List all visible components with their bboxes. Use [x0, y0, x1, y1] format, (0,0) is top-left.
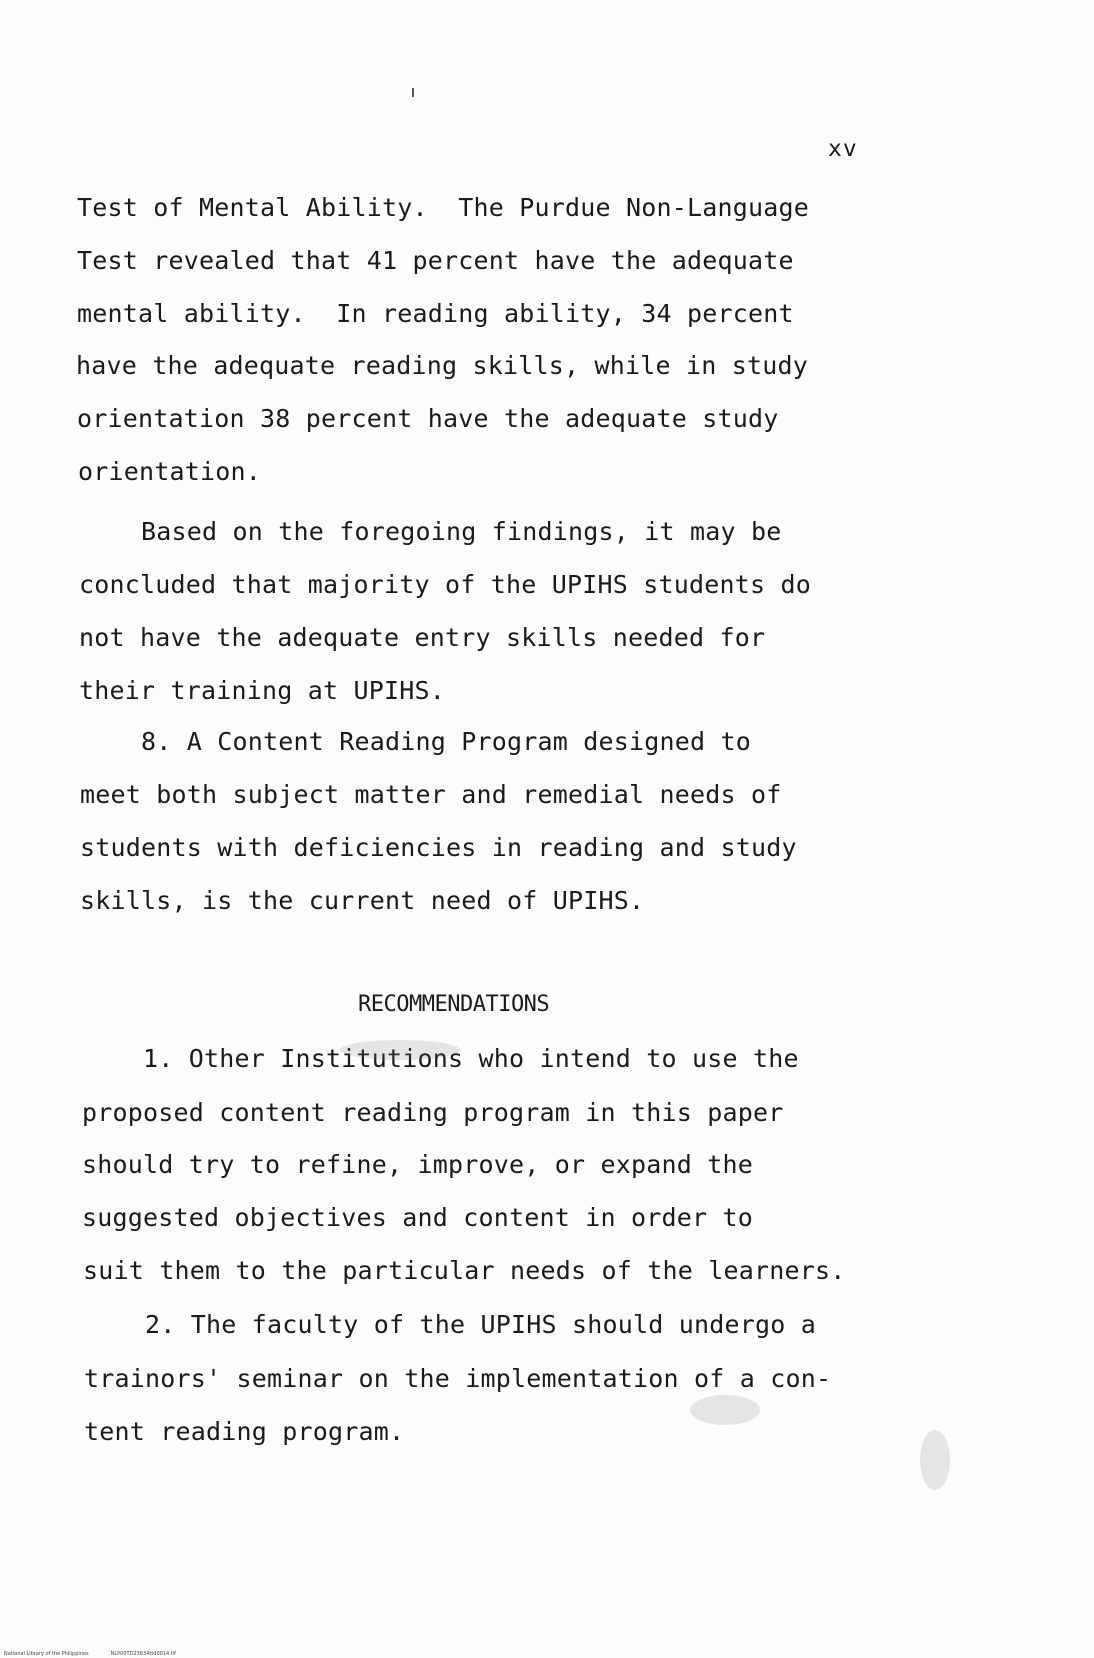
text-line: proposed content reading program in this paper — [82, 1098, 784, 1127]
text-line: not have the adequate entry skills needed for — [79, 623, 766, 652]
footer-library: National Library of the Philippines — [4, 1651, 89, 1657]
text-line: orientation 38 percent have the adequate study — [77, 404, 779, 433]
text-line: skills, is the current need of UPIHS. — [80, 886, 645, 915]
scan-noise — [920, 1430, 950, 1490]
footer-file: NLP00TD23634ttd0014.tif — [110, 1651, 176, 1657]
text-line: suggested objectives and content in order to — [82, 1203, 754, 1232]
text-line: 1. Other Institutions who intend to use the — [82, 1044, 799, 1073]
section-heading: RECOMMENDATIONS — [358, 992, 550, 1017]
text-line: meet both subject matter and remedial needs of — [80, 780, 782, 809]
page-number: xv — [828, 136, 858, 162]
scan-noise — [340, 1040, 460, 1060]
text-line: students with deficiencies in reading and study — [80, 833, 797, 862]
text-line: should try to refine, improve, or expand the — [82, 1150, 754, 1179]
text-line: Test revealed that 41 percent have the adequate — [77, 246, 794, 275]
text-line: 2. The faculty of the UPIHS should undergo a — [84, 1310, 817, 1339]
scan-mark — [412, 88, 414, 97]
text-line: trainors' seminar on the implementation of a con- — [84, 1364, 832, 1393]
text-line: orientation. — [78, 457, 262, 486]
text-line: their training at UPIHS. — [79, 676, 446, 705]
text-line: tent reading program. — [84, 1417, 405, 1446]
scan-noise — [690, 1395, 760, 1425]
text-line: 8. A Content Reading Program designed to — [80, 727, 752, 756]
text-line: have the adequate reading skills, while in study — [76, 351, 809, 380]
text-line: mental ability. In reading ability, 34 percent — [77, 299, 794, 328]
text-line: suit them to the particular needs of the learners. — [83, 1256, 846, 1285]
text-line: concluded that majority of the UPIHS students do — [79, 570, 812, 599]
text-line: Test of Mental Ability. The Purdue Non-Language — [77, 193, 810, 222]
text-line: Based on the foregoing findings, it may be — [80, 517, 782, 546]
scan-footer — [4, 1651, 198, 1657]
